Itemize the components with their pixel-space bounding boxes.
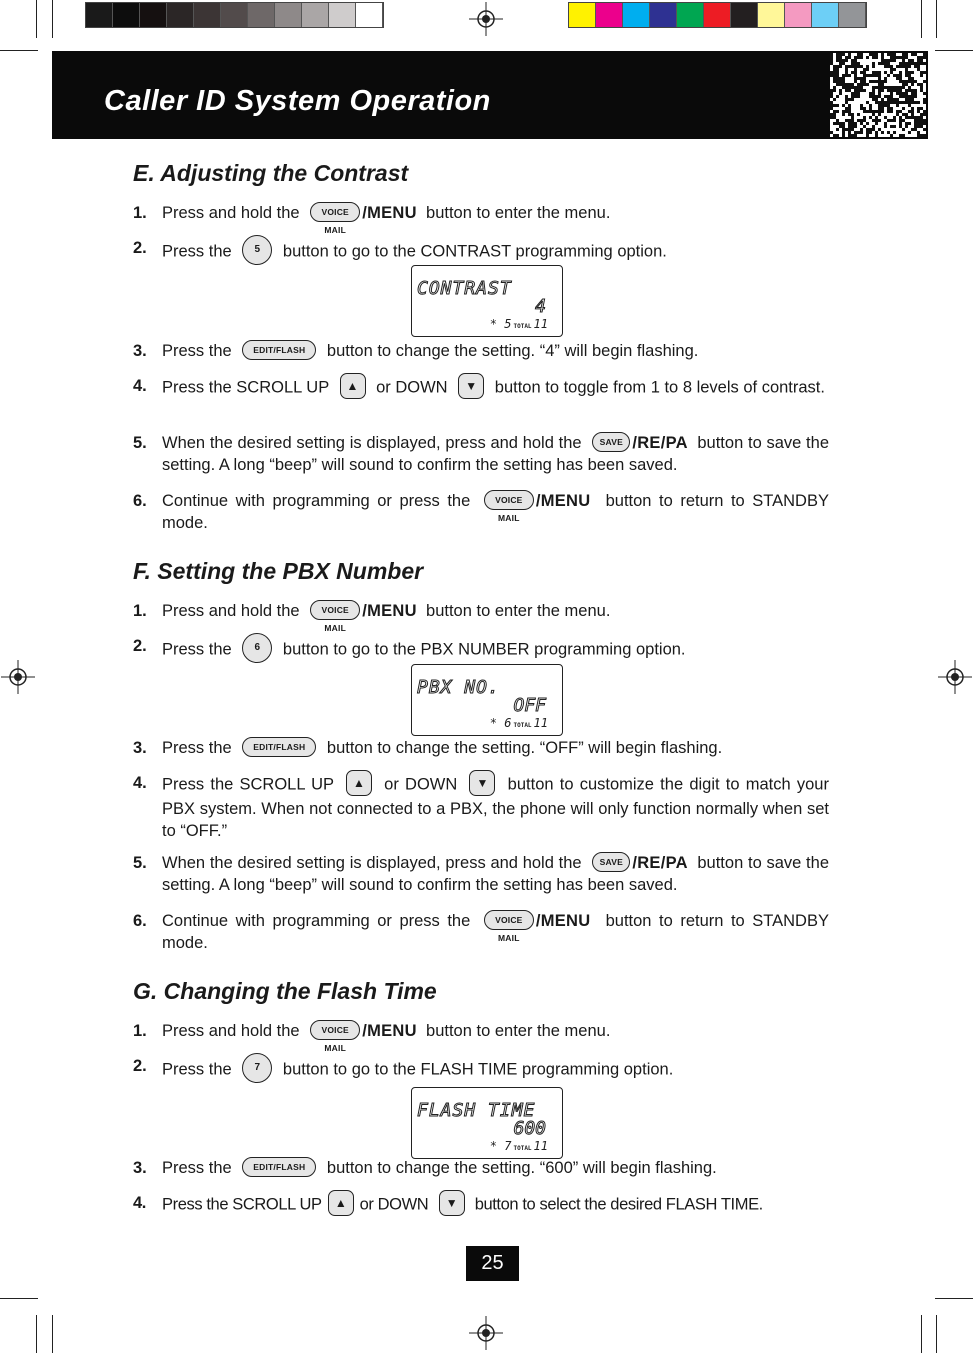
lcd-display-flash-time: FLASH TIME 600 * 7 TOTAL 11 <box>411 1087 563 1159</box>
voice-mail-button: VOICE MAIL <box>310 1020 360 1040</box>
crop-mark <box>0 50 38 51</box>
color-swatch <box>596 3 623 27</box>
registration-mark-right <box>938 660 972 694</box>
section-e-title: E. Adjusting the Contrast <box>133 160 409 186</box>
crop-mark <box>935 50 973 51</box>
page-title: Caller ID System Operation <box>104 85 491 117</box>
step-g3: 3. Press the EDIT/FLASH button to change the setting. “600” will begin flashing. <box>133 1157 829 1179</box>
registration-mark-top <box>469 2 503 36</box>
color-swatch <box>650 3 677 27</box>
grayscale-bar <box>85 2 384 28</box>
crop-mark <box>921 0 922 38</box>
scroll-up-button: ▲ <box>328 1190 354 1216</box>
color-swatch <box>569 3 596 27</box>
crop-mark <box>36 0 37 38</box>
color-swatch <box>704 3 731 27</box>
color-swatch <box>623 3 650 27</box>
section-f-title: F. Setting the PBX Number <box>133 558 424 584</box>
color-swatch <box>275 3 302 27</box>
color-swatch <box>140 3 167 27</box>
color-swatch <box>302 3 329 27</box>
noise-pattern-graphic <box>830 53 926 137</box>
step-e1: 1. Press and hold the VOICE MAIL/MENU button to enter the menu. <box>133 202 829 224</box>
color-swatch <box>785 3 812 27</box>
color-swatch <box>839 3 866 27</box>
color-swatch <box>248 3 275 27</box>
crop-mark <box>936 0 937 38</box>
color-swatch <box>731 3 758 27</box>
color-swatch <box>329 3 356 27</box>
scroll-down-button: ▼ <box>458 373 484 399</box>
voice-mail-button: VOICE MAIL <box>484 490 534 510</box>
color-swatch <box>812 3 839 27</box>
edit-flash-button: EDIT/FLASH <box>242 340 316 360</box>
color-swatch <box>758 3 785 27</box>
save-button: SAVE <box>592 852 630 872</box>
color-swatch <box>221 3 248 27</box>
color-swatch <box>167 3 194 27</box>
step-f4: 4. Press the SCROLL UP ▲ or DOWN ▼ button to customize the digit to match your PBX system. When not connected to a PBX, the phone will only function normally when set to “OFF.” <box>133 772 829 842</box>
step-e2: 2. Press the 5 button to go to the CONTRAST programming option. <box>133 237 829 267</box>
step-f6: 6. Continue with programming or press the VOICE MAIL/MENU button to return to STANDBY mode. <box>133 910 829 954</box>
color-swatch <box>194 3 221 27</box>
crop-mark <box>936 1315 937 1353</box>
lcd-display-pbx: PBX NO. OFF * 6 TOTAL 11 <box>411 664 563 736</box>
step-f3: 3. Press the EDIT/FLASH button to change the setting. “OFF” will begin flashing. <box>133 737 829 759</box>
scroll-up-button: ▲ <box>340 373 366 399</box>
scroll-down-button: ▼ <box>439 1190 465 1216</box>
registration-mark-left <box>1 660 35 694</box>
registration-mark-bottom <box>469 1316 503 1350</box>
crop-mark <box>52 0 53 38</box>
process-color-bar <box>568 2 867 28</box>
step-g4: 4. Press the SCROLL UP ▲ or DOWN ▼ button to select the desired FLASH TIME. <box>133 1192 829 1218</box>
voice-mail-button: VOICE MAIL <box>484 910 534 930</box>
edit-flash-button: EDIT/FLASH <box>242 1157 316 1177</box>
page-number: 25 <box>466 1246 519 1281</box>
color-swatch <box>113 3 140 27</box>
step-g1: 1. Press and hold the VOICE MAIL/MENU button to enter the menu. <box>133 1020 829 1042</box>
step-e3: 3. Press the EDIT/FLASH button to change the setting. “4” will begin flashing. <box>133 340 829 362</box>
step-f5: 5. When the desired setting is displayed, press and hold the SAVE /RE/PA button to save the setting. A long “beep” will sound to confirm the setting has been saved. <box>133 852 829 896</box>
scroll-up-button: ▲ <box>346 770 372 796</box>
key-5-button: 5 <box>242 235 272 265</box>
step-f2: 2. Press the 6 button to go to the PBX NUMBER programming option. <box>133 635 829 665</box>
crop-mark <box>935 1298 973 1299</box>
voice-mail-button: VOICE MAIL <box>310 600 360 620</box>
step-f1: 1. Press and hold the VOICE MAIL/MENU button to enter the menu. <box>133 600 829 622</box>
voice-mail-button: VOICE MAIL <box>310 202 360 222</box>
key-6-button: 6 <box>242 633 272 663</box>
edit-flash-button: EDIT/FLASH <box>242 737 316 757</box>
crop-mark <box>921 1315 922 1353</box>
step-e6: 6. Continue with programming or press the VOICE MAIL/MENU button to return to STANDBY mode. <box>133 490 829 534</box>
lcd-display-contrast: CONTRAST 4 * 5 TOTAL 11 <box>411 265 563 337</box>
color-swatch <box>356 3 383 27</box>
color-swatch <box>677 3 704 27</box>
key-7-button: 7 <box>242 1053 272 1083</box>
step-e4: 4. Press the SCROLL UP ▲ or DOWN ▼ button to toggle from 1 to 8 levels of contrast. <box>133 375 829 401</box>
crop-mark <box>36 1315 37 1353</box>
step-e5: 5. When the desired setting is displayed, press and hold the SAVE /RE/PA button to save the setting. A long “beep” will sound to confirm the setting has been saved. <box>133 432 829 476</box>
section-g-title: G. Changing the Flash Time <box>133 978 437 1004</box>
step-g2: 2. Press the 7 button to go to the FLASH TIME programming option. <box>133 1055 829 1085</box>
color-swatch <box>86 3 113 27</box>
crop-mark <box>0 1298 38 1299</box>
scroll-down-button: ▼ <box>469 770 495 796</box>
crop-mark <box>52 1315 53 1353</box>
header-banner <box>52 51 928 139</box>
save-button: SAVE <box>592 432 630 452</box>
